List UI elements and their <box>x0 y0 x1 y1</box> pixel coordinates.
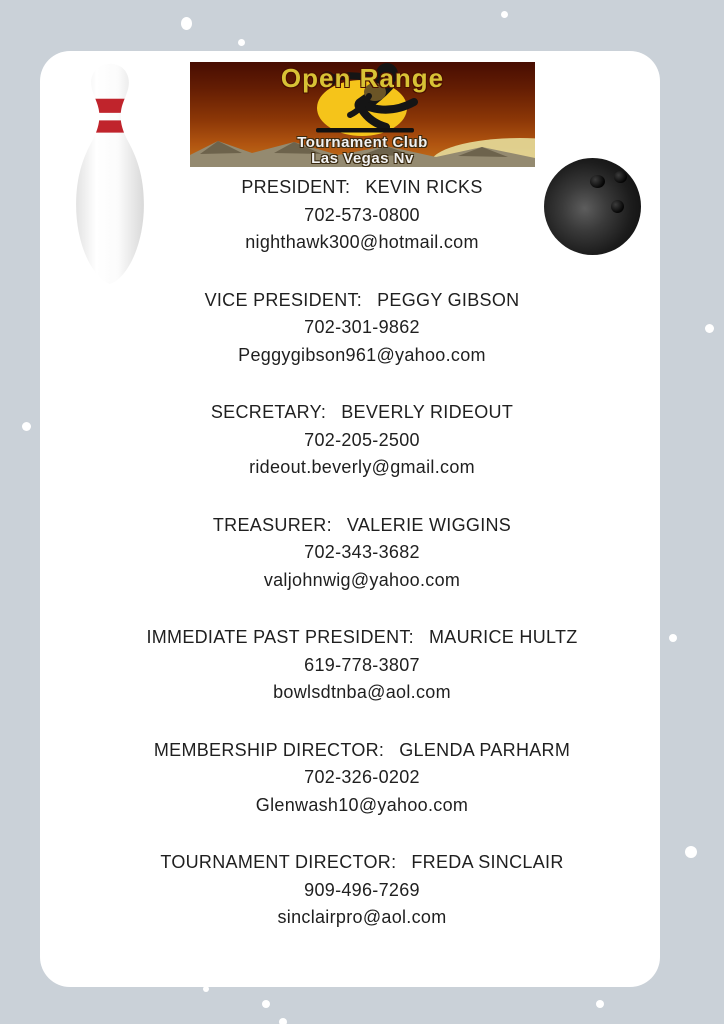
officer-role: TREASURER: <box>212 514 332 535</box>
officer-phone: 702-326-0202 <box>304 767 420 787</box>
officer-name: PEGGY GIBSON <box>377 289 520 310</box>
decor-dot <box>279 1018 287 1024</box>
officer-email: Glenwash10@yahoo.com <box>255 794 469 815</box>
officer-role: SECRETARY: <box>210 402 327 422</box>
officer-phone: 702-343-3682 <box>304 542 420 562</box>
officer-name: FREDA SINCLAIR <box>411 852 564 872</box>
officer-name: BEVERLY RIDEOUT <box>341 402 514 422</box>
officer-email: rideout.beverly@gmail.com <box>249 457 475 477</box>
officer-phone: 702-573-0800 <box>304 204 420 225</box>
officer-role: MEMBERSHIP DIRECTOR: <box>153 739 385 760</box>
officer-role: TOURNAMENT DIRECTOR: <box>160 852 397 872</box>
decor-dot <box>501 11 508 18</box>
decor-dot <box>238 39 245 46</box>
officer-group-president <box>0 174 724 257</box>
lane-bar <box>316 128 414 133</box>
officer-role: VICE PRESIDENT: <box>204 289 363 310</box>
officer-email: sinclairpro@aol.com <box>277 907 447 927</box>
officer-group-secretary <box>0 399 724 482</box>
officer-phone: 619-778-3807 <box>304 654 420 675</box>
officer-name: KEVIN RICKS <box>365 177 483 197</box>
officer-group-treasurer <box>0 512 724 595</box>
decor-dot <box>262 1000 270 1008</box>
officer-group-tournament-director <box>0 849 724 932</box>
officer-role: PRESIDENT: <box>241 177 351 197</box>
logo-subtitle-city: Las Vegas Nv <box>311 150 414 167</box>
officer-name: VALERIE WIGGINS <box>346 514 512 535</box>
officers-roster <box>0 174 724 962</box>
officer-phone: 702-205-2500 <box>304 429 420 450</box>
officer-role: IMMEDIATE PAST PRESIDENT: <box>146 627 414 647</box>
officer-email: valjohnwig@yahoo.com <box>263 569 461 590</box>
logo-title: Open Range <box>280 63 445 93</box>
logo-subtitle-club: Tournament Club <box>297 134 428 151</box>
decor-dot <box>596 1000 604 1008</box>
decor-dot <box>181 17 192 30</box>
officer-email: nighthawk300@hotmail.com <box>245 232 479 252</box>
club-logo-banner <box>190 62 535 167</box>
officer-group-membership-director <box>0 737 724 820</box>
officer-email: bowlsdtnba@aol.com <box>273 682 451 702</box>
officer-name: GLENDA PARHARM <box>399 739 571 760</box>
officer-phone: 702-301-9862 <box>304 317 420 337</box>
officer-phone: 909-496-7269 <box>304 879 420 900</box>
officer-email: Peggygibson961@yahoo.com <box>238 344 486 365</box>
officer-group-vice-president <box>0 287 724 370</box>
officer-name: MAURICE HULTZ <box>428 627 578 647</box>
officer-group-immediate-past-president <box>0 624 724 707</box>
